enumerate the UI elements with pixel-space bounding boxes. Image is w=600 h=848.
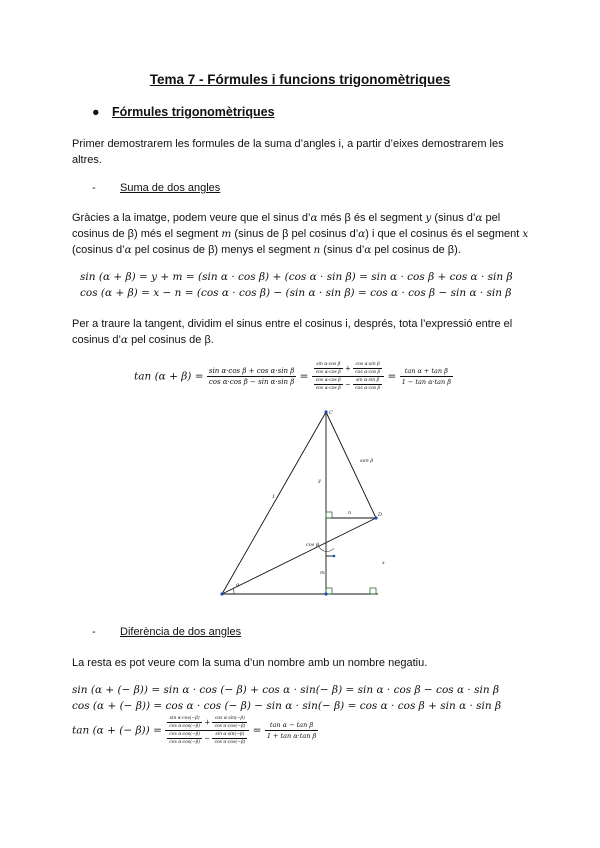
label-x: x [382, 560, 385, 566]
intro-paragraph: Primer demostrarem les formules de la suma d’angles i, a partir d’eixes demostrarem les altres. [72, 138, 504, 166]
equation-sin-sum: sin (α + β) = y + m = (sin α · cos β) + (cos α · sin β) = sin α · cos β + cos α · sin β [80, 271, 513, 283]
point-top [324, 410, 327, 413]
point-left [220, 592, 223, 595]
label-right: D [378, 512, 383, 518]
tan-diff-fraction-1: $\frac{\text{sin α·cos(−β)}}{\text{cos α·cos(−β)}}$ + $\frac{\text{cos α·sin(−β)}}{\text{cos α·cos(−β)}}$ $\frac{\text{cos α·cos(−β)}}{\text{cos α·cos(−β)}}$ − $\frac{\text{sin α·sin(−β)}}{\text{cos α·cos(−β)}}$ [165, 716, 249, 745]
page-title: Tema 7 - Fórmules i funcions trigonomètriques [149, 72, 451, 87]
equation-cos-sum: cos (α + β) = x − n = (cos α · cos β) − (sin α · sin β) = cos α · cos β − sin α · sin β [80, 287, 512, 299]
label-y: y [318, 478, 321, 484]
tangent-paragraph: Per a traure la tangent, dividim el sinus entre el cosinus i, després, tota l’expressió entre el cosinus d’α pel cosinus de β. [72, 318, 513, 346]
equation-sin-diff: sin (α + (− β)) = sin α · cos (− β) + cos α · sin(− β) = sin α · cos β − cos α · sin β [72, 684, 500, 696]
bullet-icon: ● [92, 105, 100, 119]
dash-marker: - [92, 182, 96, 194]
tan-sum-fraction-3: $\frac{\text{tan α + tan β}}{\text{1 − tan α·tan β}}$ [401, 367, 452, 386]
diff-heading [92, 626, 241, 638]
label-n: n [348, 510, 352, 516]
right-angle-mark-3 [370, 588, 376, 594]
tan-sum-fraction-2: $\frac{\text{sin α·cos β}}{\text{cos α·cos β}}$ + $\frac{\text{cos α·sin β}}{\text{cos α·cos β}}$ $\frac{\text{cos α·cos β}}{\text{cos α·cos β}}$ − $\frac{\text{sin α·sin β}}{\text{cos α·cos β}}$ [312, 362, 384, 391]
label-m: m [320, 570, 325, 576]
sin-beta-line [326, 412, 376, 518]
sum-heading-text: Suma de dos angles [120, 182, 221, 194]
tan-sum-fraction-1: $\frac{\text{sin α·cos β + cos α·sin β}}{\text{cos α·cos β − sin α·sin β}}$ [208, 367, 295, 386]
sum-heading [92, 182, 220, 194]
tan-diff-fraction-2: $\frac{\text{tan α − tan β}}{\text{1 + tan α·tan β}}$ [266, 721, 317, 740]
point-base [324, 592, 327, 595]
right-angle-mark-1 [326, 512, 332, 518]
diff-paragraph: La resta es pot veure com la suma d’un nombre amb un nombre negatiu. [72, 657, 428, 669]
equation-tan-diff: tan (α + (− β)) = $\frac{\text{sin α·cos(−β)}}{\text{cos α·cos(−β)}}$ + $\frac{\text{cos α·sin(−β)}}{\text{cos α·cos(−β)}}$ $\frac{\text{cos α·cos(−β)}}{\text{cos α·cos(−β)}}$ − $\frac{\text{sin α·sin(−β)}}{\text{cos α·cos(−β)}}$ = $\frac{\text{tan α − tan β}}{\text{1 + tan α·tan β}}$ [72, 716, 317, 745]
label-cos-beta: cos β [306, 542, 319, 548]
label-top: C [329, 410, 333, 416]
hypotenuse-line [222, 412, 326, 594]
equation-cos-diff: cos (α + (− β)) = cos α · cos (− β) − sin α · sin(− β) = cos α · cos β + sin α · sin β [72, 700, 502, 712]
dash-marker: - [92, 626, 96, 638]
diff-heading-text: Diferència de dos angles [120, 626, 242, 638]
section-heading-text: Fórmules trigonomètriques [112, 105, 275, 119]
trigonometry-diagram [210, 408, 410, 604]
section-heading [92, 105, 275, 119]
alpha-arc [233, 588, 234, 594]
label-hyp: 1 [272, 494, 276, 500]
equation-tan-sum: tan (α + β) = $\frac{\text{sin α·cos β + cos α·sin β}}{\text{cos α·cos β − sin α·sin β}}$ = $\frac{\text{sin α·cos β}}{\text{cos α·cos β}}$ + $\frac{\text{cos α·sin β}}{\text{cos α·cos β}}$ $\frac{\text{cos α·cos β}}{\text{cos α·cos β}}$ − $\frac{\text{sin α·sin β}}{\text{cos α·cos β}}$ = $\frac{\text{tan α + tan β}}{\text{1 − tan α·tan β}}$ [134, 362, 452, 391]
cos-beta-line [222, 518, 376, 594]
label-alpha: α [236, 582, 240, 588]
sum-paragraph: Gràcies a la imatge, podem veure que el sinus d’α més β és el segment y (sinus d’α pel cosinus de β) més el segment m (sinus de β pel cosinus d’α) i que el cosinus és el segment x (cosinus d’α pel cosinus de β) menys el segment n (sinus d’α pel cosinus de β). [72, 212, 529, 256]
point-inner [333, 555, 336, 558]
label-sin-beta: sen β [360, 458, 374, 464]
